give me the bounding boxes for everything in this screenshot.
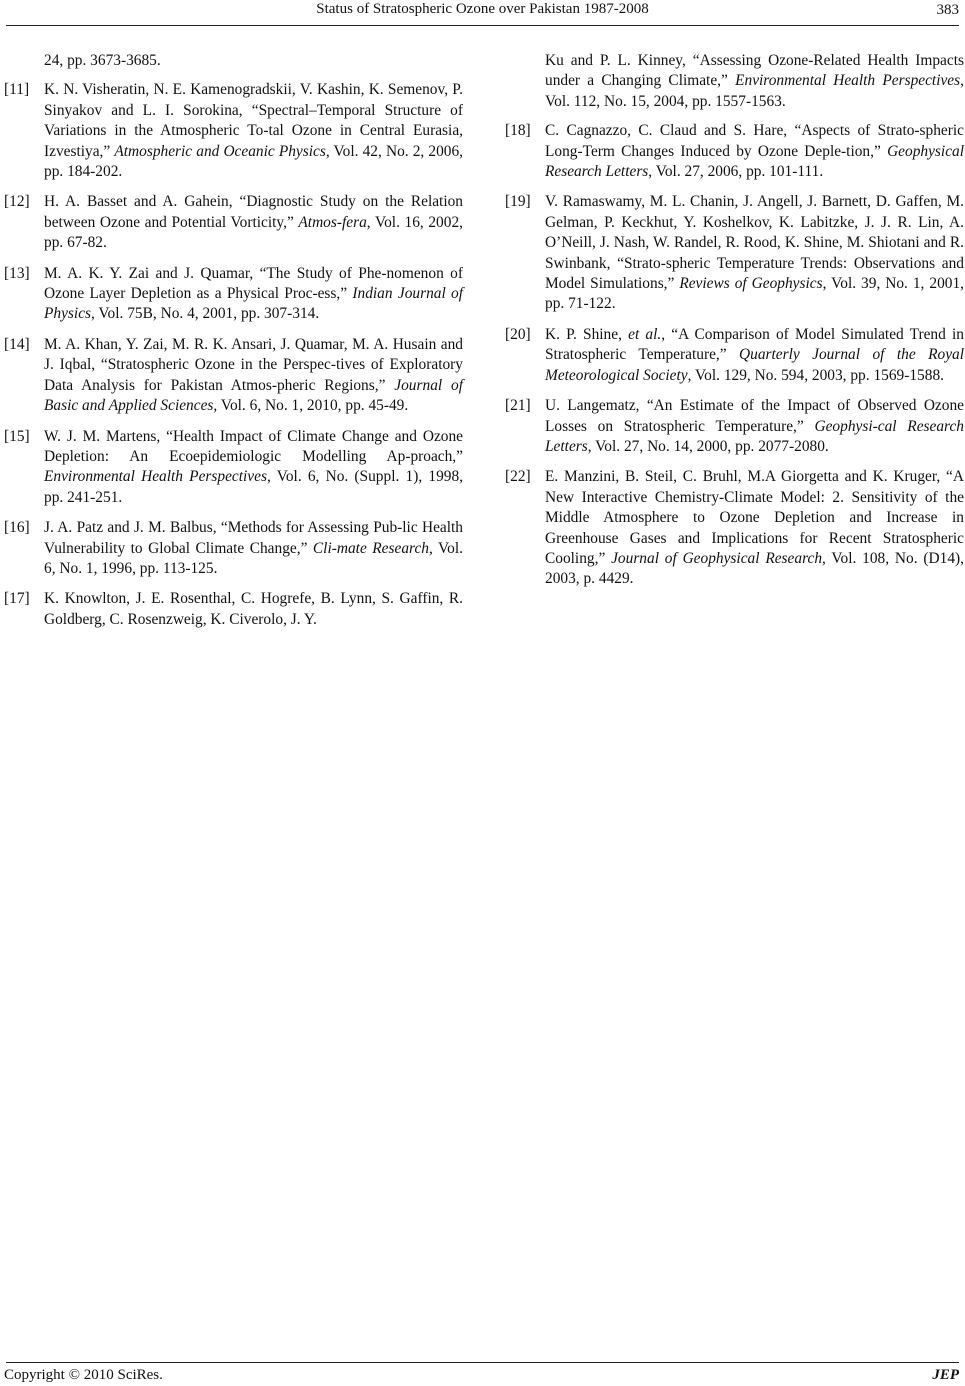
reference-number: [11] — [4, 81, 30, 99]
reference-text: , Vol. 129, No. 594, 2003, pp. 1569-1588. — [687, 366, 944, 384]
reference-text: , Vol. 6, No. 1, 2010, pp. 45-49. — [213, 397, 409, 415]
reference-italic-text: Atmos-fera — [298, 213, 367, 231]
reference-text: , Vol. 6, No. (Suppl. 1), 1998, pp. 241-251. — [44, 468, 463, 506]
reference-italic-text: Cli-mate Research — [312, 539, 429, 557]
reference-text: M. A. K. Y. Zai and J. Quamar, “The Study of Phe-nomenon of Ozone Layer Depletion as a Physical Proc-ess,” — [44, 264, 463, 303]
reference-italic-text: Journal of Geophysical Research — [611, 549, 823, 567]
reference-text: , Vol. 75B, No. 4, 2001, pp. 307-314. — [91, 305, 320, 323]
reference-text: , “A Comparison of Model Simulated Trend in Stratospheric Temperature,” — [545, 325, 964, 364]
reference-number: [13] — [4, 264, 30, 282]
reference-italic-text: Reviews of Geophysics — [679, 275, 823, 293]
reference-italic-text: Indian Journal of Physics — [44, 285, 463, 323]
reference-entry — [505, 192, 964, 314]
reference-italic-text: Journal of Basic and Applied Sciences — [44, 376, 463, 415]
reference-entry — [4, 192, 463, 253]
reference-italic-text: et al. — [628, 325, 662, 343]
reference-entry — [4, 80, 463, 182]
left-reference-list — [4, 80, 463, 630]
reference-text: U. Langematz, “An Estimate of the Impact of Observed Ozone Losses on Stratospheric Temperature,” — [545, 397, 964, 435]
reference-text: , Vol. 16, 2002, pp. 67-82. — [44, 213, 463, 252]
reference-text: C. Cagnazzo, C. Claud and S. Hare, “Aspects of Strato-spheric Long-Term Changes Induced by Ozone Deple-tion,” — [545, 122, 964, 160]
reference-text: , Vol. 42, No. 2, 2006, pp. 184-202. — [44, 142, 464, 181]
reference-text: E. Manzini, B. Steil, C. Bruhl, M.A Giorgetta and K. Kruger, “A New Interactive Chemistry-Climate Model: 2. Sensitivity of the Middle Atmosphere to Ozone Depletion and Increase in Greenhouse Gases and Implications for Recent Stratospheric Cooling,” — [545, 468, 964, 567]
reference-text: J. A. Patz and J. M. Balbus, “Methods for Assessing Pub-lic Health Vulnerability to Global Climate Change,” — [44, 519, 463, 557]
reference-italic-text: Geophysi-cal Research Letters — [545, 417, 964, 455]
reference-number: [22] — [505, 468, 531, 486]
reference-continuation-text: 24, pp. 3673-3685. — [44, 52, 161, 69]
left-column — [4, 51, 463, 640]
reference-continuation — [4, 51, 463, 71]
reference-number: [14] — [4, 335, 30, 353]
reference-entry — [505, 467, 964, 589]
reference-italic-text: Quarterly Journal of the Royal Meteorological Society — [545, 346, 964, 384]
running-title: Status of Stratospheric Ozone over Pakistan 1987-2008 — [316, 1, 649, 17]
reference-entry — [4, 264, 463, 325]
reference-number: [15] — [4, 427, 30, 445]
reference-entry — [4, 335, 463, 417]
page-number: 383 — [936, 2, 959, 18]
reference-text: W. J. M. Martens, “Health Impact of Climate Change and Ozone Depletion: An Ecoepidemiologic Modelling Ap-proach,” — [44, 427, 463, 465]
right-reference-list — [505, 121, 964, 590]
reference-text: , Vol. 112, No. 15, 2004, pp. 1557-1563. — [545, 72, 964, 110]
reference-entry — [505, 121, 964, 182]
page-footer — [0, 1350, 965, 1386]
reference-text: , Vol. 27, No. 14, 2000, pp. 2077-2080. — [587, 437, 829, 455]
right-column — [505, 51, 964, 600]
reference-entry — [505, 325, 964, 386]
reference-text: H. A. Basset and A. Gahein, “Diagnostic Study on the Relation between Ozone and Potential Vorticity,” — [44, 193, 463, 231]
reference-text: M. A. Khan, Y. Zai, M. R. K. Ansari, J. Quamar, M. A. Husain and J. Iqbal, “Stratospheric Ozone in the Perspec-tives of Exploratory Data Analysis for Pakistan Atmos-pheric Regions,” — [44, 335, 463, 394]
footer-rule — [6, 1362, 959, 1363]
reference-italic-text: Atmospheric and Oceanic Physics — [114, 142, 326, 160]
reference-text: K. N. Visheratin, N. E. Kamenogradskii, V. Kashin, K. Semenov, P. Sinyakov and L. I. Sorokina, “Spectral–Temporal Structure of Variations in the Atmospheric To-tal Ozone in Central Eurasia, Izvestiya,” — [44, 81, 463, 160]
reference-text: , Vol. 6, No. 1, 1996, pp. 113-125. — [44, 539, 464, 577]
reference-italic-text: Environmental Health Perspectives — [44, 468, 267, 486]
reference-number: [21] — [505, 397, 531, 415]
reference-number: [20] — [505, 325, 531, 343]
reference-italic-text: Geophysical Research Letters — [545, 142, 964, 181]
journal-abbreviation: JEP — [932, 1367, 959, 1383]
reference-text: Ku and P. L. Kinney, “Assessing Ozone-Related Health Impacts under a Changing Climate,” — [545, 52, 964, 90]
reference-entry — [4, 589, 463, 630]
reference-entry — [4, 518, 463, 579]
reference-text: K. P. Shine, — [545, 325, 629, 343]
copyright-notice: Copyright © 2010 SciRes. — [4, 1367, 163, 1383]
reference-number: [17] — [4, 590, 30, 608]
reference-entry — [4, 427, 463, 509]
reference-text: , Vol. 108, No. (D14), 2003, p. 4429. — [545, 549, 964, 588]
reference-text: , Vol. 27, 2006, pp. 101-111. — [648, 163, 824, 181]
header-rule — [6, 25, 959, 26]
reference-italic-text: Environmental Health Perspectives — [735, 72, 961, 90]
page-header — [0, 0, 965, 30]
reference-number: [16] — [4, 519, 30, 537]
reference-number: [19] — [505, 193, 531, 211]
reference-continuation — [505, 51, 964, 112]
reference-number: [12] — [4, 193, 30, 211]
reference-entry — [505, 396, 964, 457]
reference-text: , Vol. 39, No. 1, 2001, pp. 71-122. — [545, 275, 964, 313]
reference-text: K. Knowlton, J. E. Rosenthal, C. Hogrefe, B. Lynn, S. Gaffin, R. Goldberg, C. Rosenzweig, K. Civerolo, J. Y. — [44, 590, 463, 628]
reference-text: V. Ramaswamy, M. L. Chanin, J. Angell, J. Barnett, D. Gaffen, M. Gelman, P. Keckhut, Y. Koshelkov, K. Labitzke, J. J. R. Lin, A. O’Neill, J. Nash, W. Randel, R. Rood, K. Shine, M. Shiotani and R. Swinbank, “Strato-spheric Temperature Trends: Observations and Model Simulations,” — [545, 193, 964, 293]
reference-number: [18] — [505, 122, 531, 140]
